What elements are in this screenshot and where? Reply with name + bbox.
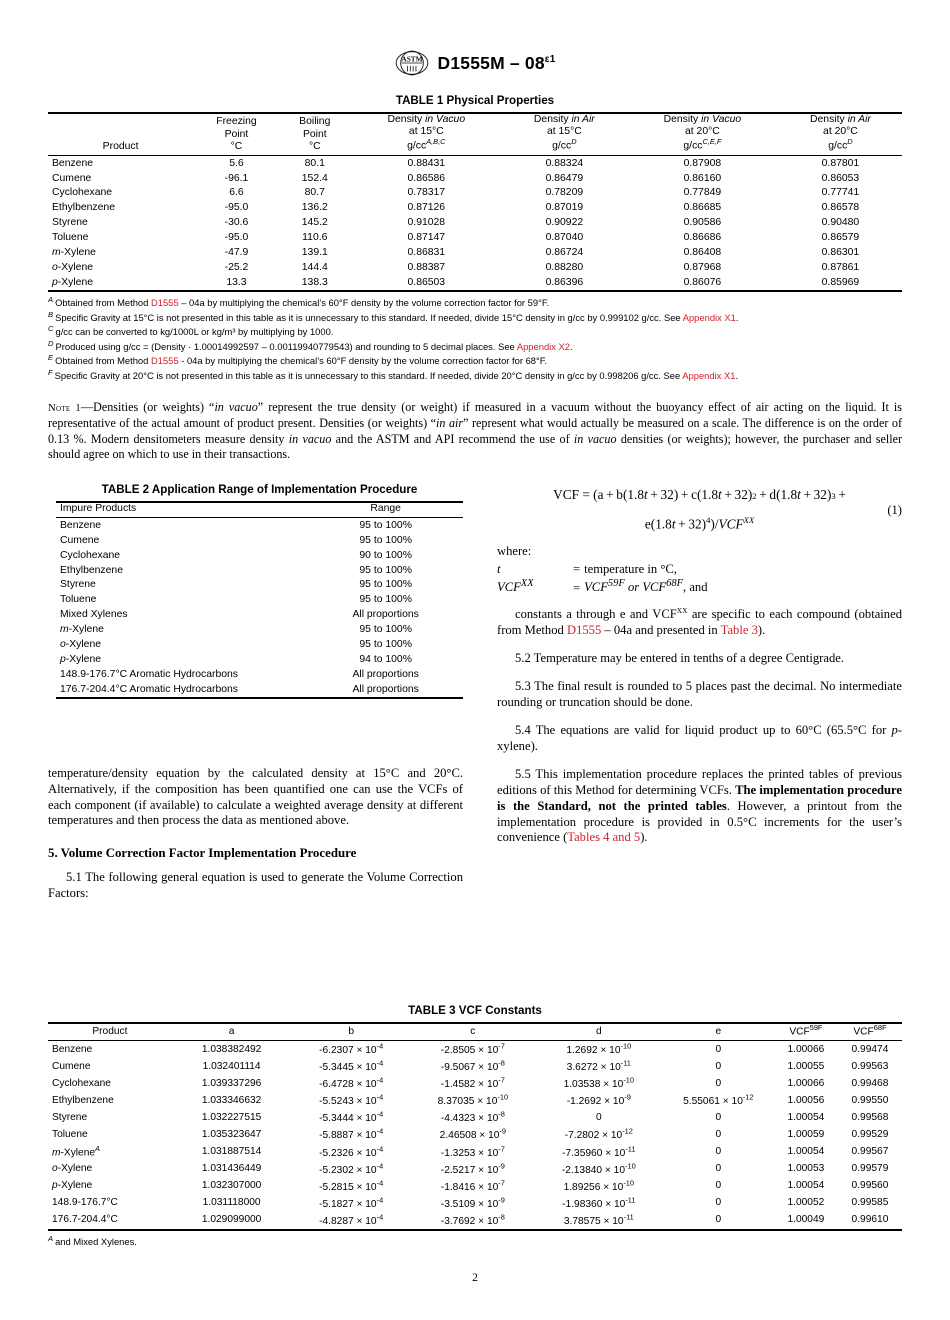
definition-t: temperature in °C, — [584, 562, 677, 577]
cell-boiling-point: 136.2 — [301, 202, 328, 214]
cell-vcf68f: 0.99529 — [851, 1129, 889, 1141]
cell-boiling-point: 80.7 — [304, 187, 325, 199]
cell-e: 0 — [715, 1112, 722, 1124]
document-page — [0, 48, 950, 1320]
paragraph-5-5: 5.5 This implementation procedure replaces the printed tables of previous editions of this Method for determining VCFs. The implementation procedure is the Standard, not the printed tables. However, a printout from the implementation procedure is provided in 0.5°C increments for the user’s convenience (Tables 4 and 5). — [497, 767, 903, 845]
table-3-footnotes — [48, 1234, 902, 1248]
cell-freezing-point: 6.6 — [229, 187, 244, 199]
equation-1-line-2: $e(1.8t + 32)^4)/VCF^{XX}$ — [644, 515, 755, 532]
cell-c: $-3.5109 \times 10^{-9}$ — [440, 1195, 505, 1210]
cell-density-air-15: 0.87019 — [545, 202, 584, 214]
cell-range: 95 to 100% — [359, 519, 412, 531]
cell-impure-product: Toluene — [60, 594, 97, 606]
table-row — [48, 1126, 902, 1143]
equation-1-line-1: VCF = (a + b(1.8 t + 32) + c(1.8 t + 32) 2 + d(1.8 t + 32) 3 + — [553, 487, 846, 503]
definition-vcfxx: $VCF^{59F}$ or $VCF^{68F}$, and — [584, 578, 708, 595]
table-3-container — [48, 1004, 902, 1248]
cell-freezing-point: -47.9 — [224, 247, 249, 259]
table-2-header-row — [56, 502, 463, 518]
cell-density-air-20: 0.86053 — [821, 172, 860, 184]
cell-product: Benzene — [52, 1044, 93, 1056]
cell-impure-product: Ethylbenzene — [60, 564, 123, 576]
footnote-d: $^D$ Produced using g/cc = (Density · 1.00014992597 – 0.00119940779543) and rounding to 5 decimal places. See Appendix X2. — [48, 338, 573, 352]
cell-e: $5.55061 \times 10^{-12}$ — [683, 1093, 754, 1108]
table-row — [48, 1058, 902, 1075]
cell-impure-product: Cyclohexane — [60, 549, 121, 561]
cell-vcf59f: 1.00049 — [787, 1214, 825, 1226]
th3-vcf59f: $VCF^{59F}$ — [789, 1023, 823, 1038]
cell-product: Benzene — [52, 157, 94, 169]
cell-vcf59f: 1.00054 — [787, 1146, 825, 1158]
cell-impure-product: Mixed Xylenes — [60, 609, 128, 621]
table-3-caption: TABLE 3 VCF Constants — [408, 1004, 542, 1017]
note-1 — [48, 400, 902, 463]
cell-vcf59f: 1.00066 — [787, 1078, 825, 1090]
cell-b: $-5.1827 \times 10^{-4}$ — [319, 1195, 384, 1210]
footnote-e: $^E$ Obtained from Method D1555 - 04a by multiplying the chemical’s 60°F density by the volume correction factor for 68°F. — [48, 353, 548, 367]
table-row — [48, 1161, 902, 1178]
cell-vcf68f: 0.99567 — [851, 1146, 889, 1158]
cell-density-air-20: 0.86579 — [821, 232, 860, 244]
cell-a: 1.035323647 — [201, 1129, 262, 1141]
cell-density-vacuo-15: 0.86586 — [407, 172, 446, 184]
astm-logo — [395, 50, 429, 76]
cell-density-air-15: 0.88324 — [545, 157, 584, 169]
cell-product: Styrene — [52, 1112, 88, 1124]
cell-d: $-1.2692 \times 10^{-9}$ — [566, 1093, 631, 1108]
cell-boiling-point: 80.1 — [304, 157, 325, 169]
cell-c: $-2.8505 \times 10^{-7}$ — [440, 1041, 505, 1057]
cell-a: 1.038382492 — [201, 1044, 262, 1056]
cell-density-vacuo-20: 0.86160 — [683, 172, 722, 184]
cell-product: Styrene — [52, 217, 88, 229]
cell-b: $-6.2307 \times 10^{-4}$ — [319, 1041, 384, 1057]
table-row — [56, 667, 463, 682]
table-1-footnotes — [48, 295, 902, 382]
cell-range: 95 to 100% — [359, 594, 412, 606]
cell-vcf59f: 1.00054 — [787, 1112, 825, 1124]
table-row — [56, 518, 463, 533]
cell-vcf59f: 1.00059 — [787, 1129, 825, 1141]
cell-density-vacuo-20: 0.86686 — [683, 232, 722, 244]
cell-density-air-15: 0.88280 — [545, 262, 584, 274]
cell-a: 1.032227515 — [201, 1112, 262, 1124]
cell-product: o-Xylene — [52, 1163, 93, 1175]
note-1-label: Note 1 — [48, 403, 82, 415]
cell-boiling-point: 138.3 — [301, 276, 328, 288]
symbol-vcfxx: $VCF^{XX}$ — [497, 578, 534, 595]
cell-vcf59f: 1.00056 — [787, 1095, 825, 1107]
table-row — [56, 578, 463, 593]
definition-row-vcfxx — [497, 578, 712, 596]
paragraph-5-1: 5.1 The following general equation is used to generate the Volume Correction Factors: — [48, 870, 463, 900]
cell-density-air-15: 0.86479 — [545, 172, 584, 184]
cell-e: 0 — [715, 1214, 722, 1226]
cell-density-vacuo-20: 0.87908 — [683, 157, 722, 169]
table-row — [56, 533, 463, 548]
cell-density-vacuo-15: 0.88387 — [407, 262, 446, 274]
cell-impure-product: Styrene — [60, 579, 96, 591]
cell-range: 90 to 100% — [359, 549, 412, 561]
cell-boiling-point: 145.2 — [301, 217, 328, 229]
cell-freezing-point: -95.0 — [224, 202, 249, 214]
table-1-caption: TABLE 1 Physical Properties — [395, 94, 555, 107]
cell-vcf68f: 0.99468 — [851, 1078, 889, 1090]
cell-density-vacuo-15: 0.87147 — [407, 232, 446, 244]
epsilon-superscript: ε1 — [544, 53, 556, 65]
cell-freezing-point: -95.0 — [224, 232, 249, 244]
table-3-header-row — [48, 1023, 902, 1041]
cell-b: $-5.3445 \times 10^{-4}$ — [319, 1058, 384, 1074]
cell-vcf68f: 0.99550 — [851, 1095, 889, 1107]
cell-vcf59f: 1.00054 — [787, 1180, 825, 1192]
cell-freezing-point: -30.6 — [224, 217, 249, 229]
paragraph-constants: constants a through e and $VCF^{XX}$ are specific to each compound (obtained from Method D1555 – 04a and presented in Table 3). — [497, 605, 902, 637]
footnote-a: $^A$ and Mixed Xylenes. — [48, 1233, 137, 1247]
equation-definitions — [497, 562, 902, 596]
table-row — [48, 171, 902, 186]
cell-b: $-5.2326 \times 10^{-4}$ — [319, 1144, 384, 1159]
cell-e: 0 — [715, 1197, 722, 1209]
cell-a: 1.032307000 — [201, 1180, 262, 1192]
document-designation: $D1555M - 08^{\varepsilon 1}$ — [437, 52, 556, 73]
cell-range: 95 to 100% — [359, 564, 412, 576]
table-row — [48, 1109, 902, 1126]
cell-b: $-6.4728 \times 10^{-4}$ — [319, 1075, 384, 1091]
cell-density-vacuo-20: 0.87968 — [683, 262, 722, 274]
th3-c: c — [470, 1026, 476, 1038]
cell-a: 1.039337296 — [201, 1078, 262, 1090]
cell-d: $3.78575 \times 10^{-11}$ — [563, 1212, 634, 1227]
cell-density-vacuo-15: 0.91028 — [407, 217, 446, 229]
table-1-body — [48, 155, 902, 291]
cell-c: $2.46508 \times 10^{-9}$ — [439, 1127, 507, 1142]
cell-density-vacuo-20: 0.90586 — [683, 217, 722, 229]
th3-product: Product — [92, 1026, 128, 1038]
section-5-heading: 5. Volume Correction Factor Implementation Procedure — [48, 846, 357, 861]
cell-a: 1.032401114 — [202, 1061, 261, 1073]
table-row — [56, 652, 463, 667]
cell-a: 1.031887514 — [201, 1146, 262, 1158]
table-row — [56, 682, 463, 698]
cell-density-vacuo-15: 0.87126 — [407, 202, 446, 214]
cell-c: $-1.4582 \times 10^{-7}$ — [440, 1075, 505, 1091]
th-density-vacuo-15: Density in Vacuo at 15°C g/cc$^{A,B,C}$ — [387, 114, 466, 152]
table-row — [56, 548, 463, 563]
cell-product: Cumene — [52, 1061, 91, 1073]
cell-b: $-5.3444 \times 10^{-4}$ — [319, 1110, 384, 1125]
cell-density-vacuo-15: 0.86831 — [407, 247, 446, 259]
cell-density-air-20: 0.87801 — [821, 157, 860, 169]
cell-b: $-5.5243 \times 10^{-4}$ — [319, 1093, 384, 1108]
cell-density-air-15: 0.86396 — [545, 276, 584, 288]
cell-range: 95 to 100% — [359, 534, 412, 546]
footnote-f: $^F$ Specific Gravity at 20°C is not presented in this table as it is unnecessary to this standard. If needed, divide 20°C density in g/cc by 0.998206 g/cc. See Appendix X1. — [48, 367, 739, 381]
th-density-air-20: Density in Air at 20°C g/cc$^D$ — [810, 114, 871, 152]
cell-product: Cyclohexane — [52, 1078, 111, 1090]
table-2-container — [56, 483, 463, 699]
cell-density-air-20: 0.86301 — [821, 247, 860, 259]
cell-impure-product: Cumene — [60, 534, 100, 546]
cell-vcf59f: 1.00053 — [787, 1163, 825, 1175]
cell-vcf59f: 1.00052 — [787, 1197, 825, 1209]
cell-range: 95 to 100% — [359, 639, 412, 651]
cell-product: Toluene — [52, 1129, 88, 1141]
cell-density-vacuo-20: 0.86685 — [683, 202, 722, 214]
table-1-header — [48, 113, 902, 155]
cell-density-air-15: 0.87040 — [545, 232, 584, 244]
cell-density-air-15: 0.86724 — [545, 247, 584, 259]
table-row — [56, 593, 463, 608]
cell-c: $8.37035 \times 10^{-10}$ — [437, 1093, 509, 1108]
cell-b: $-4.8287 \times 10^{-4}$ — [319, 1212, 384, 1227]
two-column-body — [48, 483, 902, 914]
th-impure-products: Impure Products — [60, 503, 137, 515]
cell-boiling-point: 152.4 — [301, 172, 328, 184]
cell-freezing-point: -96.1 — [224, 172, 249, 184]
table-row — [56, 563, 463, 578]
cell-a: 1.029099000 — [201, 1214, 262, 1226]
table-2-body — [56, 518, 463, 699]
cell-range: 95 to 100% — [359, 579, 412, 591]
cell-d: $3.6272 \times 10^{-11}$ — [566, 1058, 631, 1074]
cell-range: All proportions — [352, 609, 419, 621]
table-2-application-range — [56, 501, 463, 699]
cell-product: Ethylbenzene — [52, 202, 115, 214]
cell-vcf68f: 0.99563 — [851, 1061, 889, 1073]
paragraph-5-4: 5.4 The equations are valid for liquid product up to 60°C (65.5°C for p-xylene). — [497, 723, 902, 753]
cell-d: $1.89256 \times 10^{-10}$ — [563, 1178, 635, 1193]
cell-d: $-1.98360 \times 10^{-11}$ — [562, 1195, 636, 1210]
table-2-header — [56, 502, 463, 518]
equation-1-block — [497, 487, 902, 532]
cell-a: 1.033346632 — [201, 1095, 262, 1107]
table-row — [48, 201, 902, 216]
table-row — [48, 1195, 902, 1212]
cell-d: $-7.2802 \times 10^{-12}$ — [564, 1127, 633, 1142]
cell-freezing-point: -25.2 — [224, 262, 249, 274]
cell-boiling-point: 144.4 — [301, 262, 328, 274]
cell-boiling-point: 139.1 — [301, 247, 328, 259]
cell-c: $-4.4323 \times 10^{-8}$ — [440, 1110, 505, 1125]
cell-vcf59f: 1.00066 — [787, 1044, 825, 1056]
cell-product: p-Xylene — [52, 1180, 93, 1192]
document-header — [0, 48, 950, 78]
symbol-t: t — [497, 562, 501, 577]
cell-c: $-1.3253 \times 10^{-7}$ — [440, 1144, 505, 1159]
th3-a: a — [228, 1026, 235, 1038]
paragraph-continued: temperature/density equation by the calculated density at 15°C and 20°C. Alternatively, if the composition has been quantified one can use the VCFs of each component (if available) to calculate a weighted average density at different temperatures and then process the data as mentioned above. — [48, 766, 463, 828]
table-row — [48, 1041, 902, 1059]
cell-d: $-2.13840 \times 10^{-10}$ — [561, 1161, 636, 1176]
where-label: where: — [497, 544, 532, 559]
table-row — [48, 1075, 902, 1092]
table-row — [48, 246, 902, 261]
cell-vcf68f: 0.99474 — [851, 1044, 889, 1056]
footnote-c: $^C$ g/cc can be converted to kg/1000L or kg/m³ by multiplying by 1000. — [48, 324, 334, 338]
table-3-vcf-constants — [48, 1022, 902, 1231]
paragraph-5-2: 5.2 Temperature may be entered in tenths of a degree Centigrade. — [515, 650, 844, 665]
cell-impure-product: Benzene — [60, 519, 102, 531]
cell-product: 148.9-176.7°C — [52, 1197, 118, 1209]
th-product: Product — [102, 140, 139, 152]
cell-density-vacuo-20: 0.77849 — [683, 187, 722, 199]
table-1-physical-properties — [48, 112, 902, 292]
cell-density-air-20: 0.77741 — [821, 187, 860, 199]
cell-freezing-point: 13.3 — [226, 276, 247, 288]
th3-d: d — [595, 1026, 602, 1038]
cell-vcf68f: 0.99585 — [851, 1197, 889, 1209]
cell-density-air-15: 0.78209 — [545, 187, 584, 199]
definition-row-t — [497, 562, 712, 578]
note-1-text: —Densities (or weights) “in vacuo” represent the true density (or weight) if measured in a vacuum without the buoyancy effect of air acting on the liquid. It is representative of the actual amount of product present. Densities (or weights) “in air” represent what would actually be measured on a scale. The difference is on the order of 0.13 %. Modern densitometers measure density in vacuo and the ASTM and API recommend the use of in vacuo densities (or weights); however, the purchaser and seller should agree on which to use in their transactions. — [48, 400, 903, 462]
table-row — [48, 155, 902, 170]
cell-density-vacuo-15: 0.78317 — [407, 187, 446, 199]
table-1-container — [48, 94, 902, 292]
cell-e: 0 — [715, 1180, 722, 1192]
cell-a: 1.031118000 — [202, 1197, 261, 1209]
cell-vcf59f: 1.00055 — [787, 1061, 825, 1073]
cell-e: 0 — [715, 1044, 722, 1056]
cell-c: $-2.5217 \times 10^{-9}$ — [440, 1161, 505, 1176]
table-row — [48, 1212, 902, 1230]
cell-e: 0 — [715, 1129, 722, 1141]
cell-c: $-3.7692 \times 10^{-8}$ — [440, 1212, 505, 1227]
cell-b: $-5.2815 \times 10^{-4}$ — [319, 1178, 384, 1193]
cell-range: 95 to 100% — [359, 624, 412, 636]
cell-b: $-5.8887 \times 10^{-4}$ — [319, 1127, 384, 1142]
table-row — [48, 216, 902, 231]
cell-range: 94 to 100% — [359, 654, 412, 666]
cell-density-air-15: 0.90922 — [545, 217, 584, 229]
cell-product: Toluene — [52, 232, 89, 244]
cell-product: 176.7-204.4°C — [52, 1214, 118, 1226]
cell-d: $1.03538 \times 10^{-10}$ — [563, 1075, 635, 1091]
table-3-header — [48, 1023, 902, 1041]
cell-freezing-point: 5.6 — [229, 157, 244, 169]
cell-impure-product: 176.7-204.4°C Aromatic Hydrocarbons — [60, 683, 239, 695]
cell-vcf68f: 0.99568 — [851, 1112, 889, 1124]
cell-impure-product: p-Xylene — [60, 654, 102, 666]
cell-product: o-Xylene — [52, 262, 94, 274]
cell-range: All proportions — [352, 683, 419, 695]
table-1-header-row — [48, 113, 902, 155]
table-row — [56, 638, 463, 653]
cell-vcf68f: 0.99560 — [851, 1180, 889, 1192]
equals-sign: = — [573, 562, 581, 577]
equation-1-number: (1) — [887, 503, 902, 518]
table-row — [48, 1178, 902, 1195]
table-row — [48, 260, 902, 275]
cell-density-vacuo-15: 0.86503 — [407, 276, 446, 288]
th-range: Range — [370, 503, 401, 515]
cell-c: $-9.5067 \times 10^{-8}$ — [440, 1058, 505, 1074]
cell-impure-product: 148.9-176.7°C Aromatic Hydrocarbons — [60, 669, 239, 680]
cell-density-vacuo-15: 0.88431 — [407, 157, 446, 169]
svg-text:ASTM: ASTM — [400, 54, 423, 64]
cell-e: 0 — [715, 1163, 722, 1175]
cell-e: 0 — [715, 1146, 722, 1158]
cell-boiling-point: 110.6 — [302, 232, 328, 244]
cell-product: p-Xylene — [52, 276, 94, 288]
right-column — [497, 483, 902, 914]
cell-d: 0 — [595, 1112, 602, 1124]
cell-b: $-5.2302 \times 10^{-4}$ — [319, 1161, 384, 1176]
table-row — [48, 186, 902, 201]
cell-impure-product: o-Xylene — [60, 639, 102, 651]
cell-density-vacuo-20: 0.86408 — [683, 247, 722, 259]
equation-1-line-1-row — [497, 487, 902, 518]
cell-e: 0 — [715, 1078, 722, 1090]
cell-density-air-20: 0.86578 — [821, 202, 860, 214]
table-2-caption: TABLE 2 Application Range of Implementation Procedure — [101, 483, 418, 497]
cell-c: $-1.8416 \times 10^{-7}$ — [440, 1178, 505, 1193]
cell-product: Cumene — [52, 172, 92, 184]
th3-e: e — [715, 1026, 722, 1038]
table-row — [56, 608, 463, 623]
table-row — [48, 1092, 902, 1109]
cell-vcf68f: 0.99579 — [851, 1163, 889, 1175]
cell-density-air-20: 0.87861 — [821, 262, 860, 274]
table-row — [56, 623, 463, 638]
table-row — [48, 275, 902, 291]
table-row — [48, 231, 902, 246]
cell-product: m-Xylene — [52, 247, 96, 259]
th-boiling-point: Boiling Point °C — [299, 116, 331, 152]
equals-sign-2: = — [573, 580, 581, 595]
cell-product: Cyclohexane — [52, 187, 113, 199]
th-density-vacuo-20: Density in Vacuo at 20°C g/cc$^{C,E,F}$ — [663, 114, 742, 152]
cell-e: 0 — [715, 1061, 722, 1073]
cell-a: 1.031436449 — [201, 1163, 262, 1175]
equation-definitions-table — [497, 562, 712, 596]
th3-b: b — [348, 1026, 354, 1038]
footnote-a: $^A$ Obtained from Method D1555 – 04a by multiplying the chemical’s 60°F density by the volume correction factor for 59°F. — [48, 295, 550, 309]
cell-product: m-Xylene$^A$ — [52, 1144, 100, 1159]
cell-density-air-20: 0.90480 — [821, 217, 860, 229]
th3-vcf68f: $VCF^{68F}$ — [853, 1023, 887, 1038]
table-3-body — [48, 1041, 902, 1230]
cell-impure-product: m-Xylene — [60, 624, 104, 636]
left-column — [48, 483, 463, 914]
cell-product: Ethylbenzene — [52, 1095, 114, 1107]
cell-density-air-20: 0.85969 — [821, 276, 860, 288]
th-density-air-15: Density in Air at 15°C g/cc$^D$ — [533, 114, 595, 152]
table-row — [48, 1144, 902, 1161]
footnote-b: $^B$ Specific Gravity at 15°C is not presented in this table as it is unnecessary to this standard. If needed, divide 15°C density in g/cc by 0.999102 g/cc. See Appendix X1. — [48, 309, 739, 323]
cell-d: $-7.35960 \times 10^{-11}$ — [562, 1144, 636, 1159]
cell-density-vacuo-20: 0.86076 — [683, 276, 722, 288]
cell-range: All proportions — [352, 669, 419, 680]
cell-d: $1.2692 \times 10^{-10}$ — [566, 1041, 632, 1057]
cell-vcf68f: 0.99610 — [851, 1214, 889, 1226]
page-number: 2 — [472, 1272, 478, 1284]
th-freezing-point: Freezing Point °C — [216, 116, 257, 152]
paragraph-5-3: 5.3 The final result is rounded to 5 places past the decimal. No intermediate rounding or truncation should be done. — [497, 679, 902, 709]
